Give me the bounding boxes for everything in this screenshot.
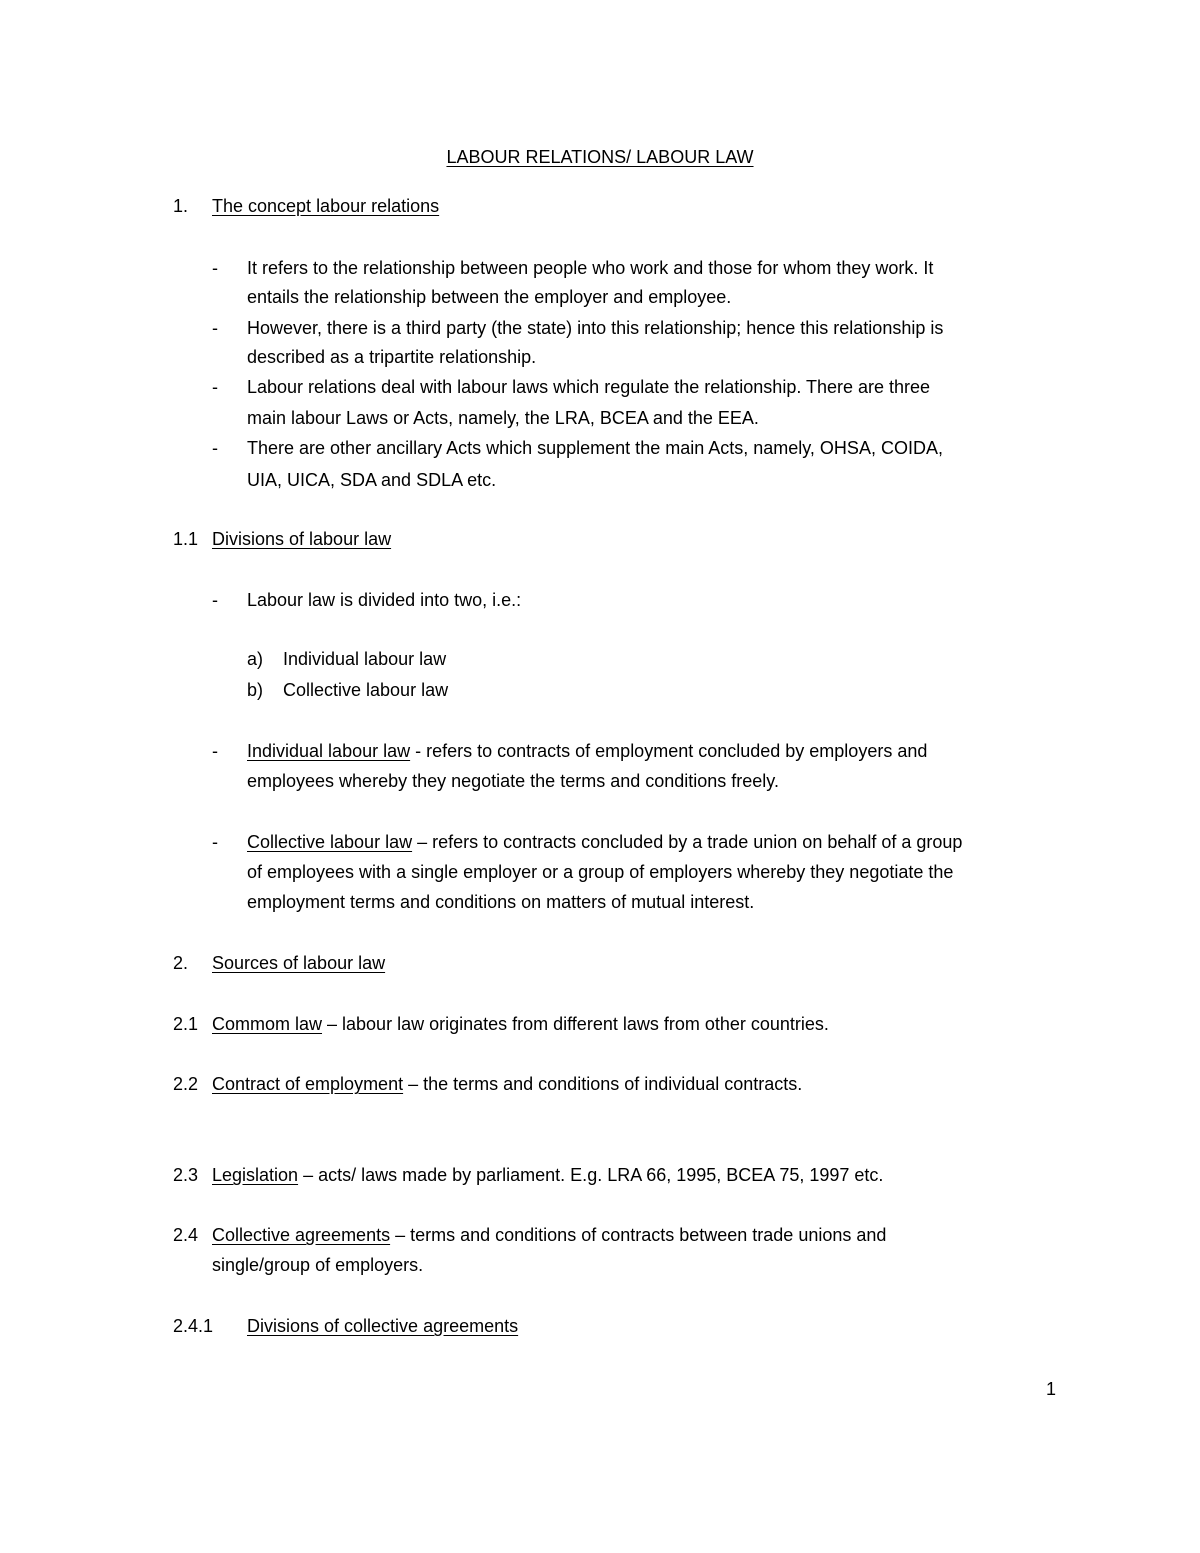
divisions-intro: Labour law is divided into two, i.e.: <box>247 590 522 610</box>
bullet-dash: - <box>212 832 218 852</box>
section-2-3-text <box>212 1164 883 1186</box>
section-2-1-number: 2.1 <box>173 1014 199 1034</box>
section-2-4-number: 2.4 <box>173 1225 199 1245</box>
section-2-2-definition: – the terms and conditions of individual contracts. <box>403 1074 803 1094</box>
section-2-3-term: Legislation <box>212 1165 299 1185</box>
section-2-number: 2. <box>173 953 189 973</box>
bullet-dash: - <box>212 438 218 458</box>
section-1-number: 1. <box>173 196 189 216</box>
section-2-4-term: Collective agreements <box>212 1225 391 1245</box>
section-1-1-heading: Divisions of labour law <box>212 529 392 549</box>
page-number: 1 <box>1046 1379 1057 1399</box>
bullet-4-line-1: There are other ancillary Acts which supplement the main Acts, namely, OHSA, COIDA, <box>247 438 943 458</box>
list-marker-b: b) <box>247 680 264 700</box>
bullet-dash: - <box>212 318 218 338</box>
collective-labour-law-line-1 <box>247 831 962 853</box>
section-2-4-line-2: single/group of employers. <box>212 1255 424 1275</box>
section-2-2-term: Contract of employment <box>212 1074 404 1094</box>
section-2-3-number: 2.3 <box>173 1165 199 1185</box>
bullet-3-line-2: main labour Laws or Acts, namely, the LRA, BCEA and the EEA. <box>247 408 759 428</box>
bullet-3-line-1: Labour relations deal with labour laws which regulate the relationship. There are three <box>247 377 931 397</box>
bullet-1-line-1: It refers to the relationship between people who work and those for whom they work. It <box>247 258 934 278</box>
bullet-dash: - <box>212 590 218 610</box>
section-2-1-term: Commom law <box>212 1014 323 1034</box>
section-1-1-number: 1.1 <box>173 529 199 549</box>
section-2-4-1-number: 2.4.1 <box>173 1316 214 1336</box>
individual-labour-law-line-2: employees whereby they negotiate the terms and conditions freely. <box>247 771 779 791</box>
list-item-a: Individual labour law <box>283 649 447 669</box>
collective-labour-law-term: Collective labour law <box>247 832 413 852</box>
bullet-2-line-1: However, there is a third party (the state) into this relationship; hence this relationship is <box>247 318 944 338</box>
section-2-heading: Sources of labour law <box>212 953 386 973</box>
section-2-3-definition: – acts/ laws made by parliament. E.g. LRA 66, 1995, BCEA 75, 1997 etc. <box>298 1165 884 1185</box>
section-2-4-definition: – terms and conditions of contracts between trade unions and <box>390 1225 887 1245</box>
section-2-1-definition: – labour law originates from different laws from other countries. <box>322 1014 829 1034</box>
list-marker-a: a) <box>247 649 264 669</box>
section-2-2-text <box>212 1073 802 1095</box>
section-2-4-text <box>212 1224 886 1246</box>
individual-labour-law-term: Individual labour law <box>247 741 411 761</box>
section-2-2-number: 2.2 <box>173 1074 199 1094</box>
individual-labour-law-line-1 <box>247 740 927 762</box>
bullet-1-line-2: entails the relationship between the employer and employee. <box>247 287 732 307</box>
collective-labour-law-line-3: employment terms and conditions on matters of mutual interest. <box>247 892 755 912</box>
collective-labour-law-definition: – refers to contracts concluded by a trade union on behalf of a group <box>412 832 963 852</box>
document-title: LABOUR RELATIONS/ LABOUR LAW <box>446 147 754 167</box>
bullet-dash: - <box>212 377 218 397</box>
bullet-4-line-2: UIA, UICA, SDA and SDLA etc. <box>247 470 497 490</box>
list-item-b: Collective labour law <box>283 680 449 700</box>
bullet-dash: - <box>212 258 218 278</box>
bullet-2-line-2: described as a tripartite relationship. <box>247 347 537 367</box>
section-1-heading: The concept labour relations <box>212 196 440 216</box>
collective-labour-law-line-2: of employees with a single employer or a group of employers whereby they negotiate the <box>247 862 954 882</box>
individual-labour-law-definition: - refers to contracts of employment concluded by employers and <box>410 741 928 761</box>
section-2-1-text <box>212 1013 829 1035</box>
bullet-dash: - <box>212 741 218 761</box>
section-2-4-1-heading: Divisions of collective agreements <box>247 1316 519 1336</box>
